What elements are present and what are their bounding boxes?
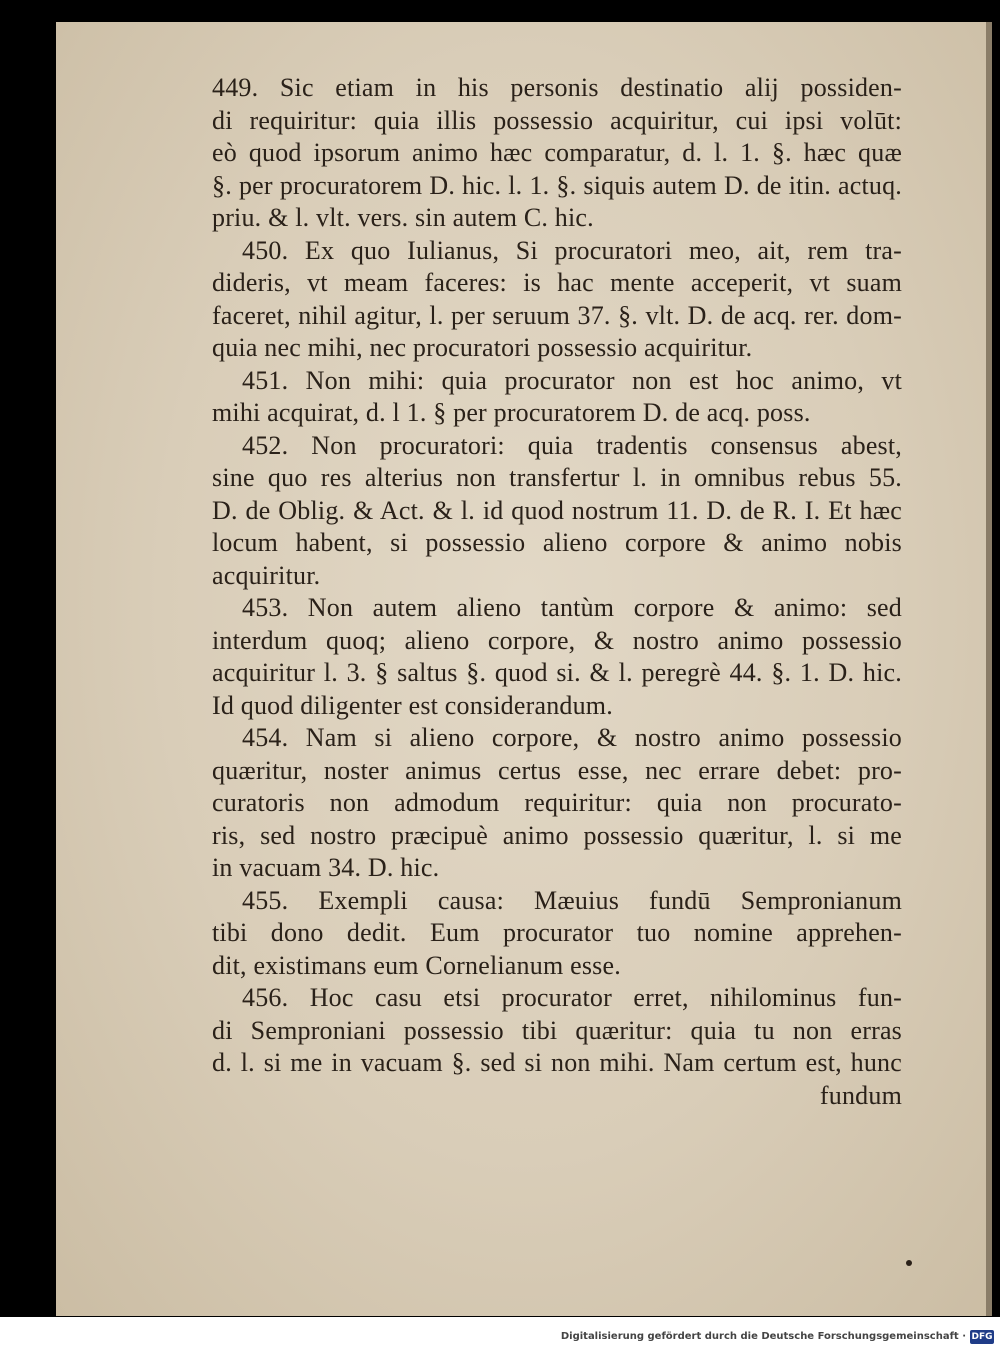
text-line: acquiritur l. 3. § saltus §. quod si. & l. peregrè 44. §. 1. D. hic. — [212, 658, 902, 687]
text-line: locum habent, si possessio alieno corpore & animo nobis — [212, 528, 902, 557]
text-line: eò quod ipsorum animo hæc comparatur, d. l. 1. §. hæc quæ — [212, 138, 902, 167]
text-line: 449. Sic etiam in his personis destinatio alij possiden- — [212, 73, 902, 102]
text-line: 454. Nam si alieno corpore, & nostro animo possessio — [242, 723, 902, 752]
text-line: curatoris non admodum requiritur: quia non procurato- — [212, 788, 902, 817]
text-line: sine quo res alterius non transfertur l. in omnibus rebus 55. — [212, 463, 902, 492]
funding-credit: Digitalisierung gefördert durch die Deutsche Forschungsgemeinschaft · — [560, 1331, 966, 1342]
text-line: 453. Non autem alieno tantùm corpore & animo: sed — [242, 593, 902, 622]
text-line: quæritur, noster animus certus esse, nec errare debet: pro- — [212, 755, 902, 785]
text-line: D. de Oblig. & Act. & l. id quod nostrum 11. D. de R. I. Et hæc — [212, 495, 902, 525]
text-line: 456. Hoc casu etsi procurator erret, nihilominus fun- — [242, 983, 902, 1012]
text-line: 452. Non procuratori: quia tradentis consensus abest, — [242, 430, 902, 460]
page-edge — [986, 22, 992, 1316]
text-line: 455. Exempli causa: Mæuius fundū Sempronianum — [242, 885, 902, 915]
text-line: quia nec mihi, nec procuratori possessio acquiritur. — [212, 333, 753, 362]
text-line: dit, existimans eum Cornelianum esse. — [212, 950, 621, 980]
text-line: tibi dono dedit. Eum procurator tuo nomine apprehen- — [212, 918, 902, 947]
text-line: interdum quoq; alieno corpore, & nostro animo possessio — [212, 625, 902, 655]
text-line: §. per procuratorem D. hic. l. 1. §. siquis autem D. de itin. actuq. — [212, 170, 902, 200]
text-line: faceret, nihil agitur, l. per seruum 37. §. vlt. D. de acq. rer. dom- — [212, 300, 902, 330]
footer-bar — [0, 1317, 1000, 1357]
text-line: Id quod diligenter est considerandum. — [212, 690, 613, 720]
text-line: in vacuam 34. D. hic. — [212, 853, 440, 882]
text-line: 450. Ex quo Iulianus, Si procuratori meo, ait, rem tra- — [242, 235, 902, 265]
ink-spot — [906, 1260, 912, 1266]
dfg-logo: DFG — [971, 1332, 993, 1342]
text-line: acquiritur. — [212, 560, 321, 590]
text-line: d. l. si me in vacuam §. sed si non mihi. Nam certum est, hunc — [212, 1048, 902, 1077]
text-line: di requiritur: quia illis possessio acquiritur, cui ipsi volūt: — [212, 105, 902, 135]
text-line: dideris, vt meam faceres: is hac mente acceperit, vt suam — [212, 268, 902, 297]
text-line: ris, sed nostro præcipuè animo possessio quæritur, l. si me — [212, 820, 902, 850]
page-text — [212, 72, 902, 1112]
text-line: 451. Non mihi: quia procurator non est hoc animo, vt — [242, 365, 902, 395]
text-line: priu. & l. vlt. vers. sin autem C. hic. — [212, 203, 594, 232]
text-line: di Semproniani possessio tibi quæritur: quia tu non erras — [212, 1015, 902, 1045]
catchword: fundum — [819, 1080, 902, 1110]
text-line: mihi acquirat, d. l 1. § per procuratorem D. de acq. poss. — [212, 398, 811, 427]
